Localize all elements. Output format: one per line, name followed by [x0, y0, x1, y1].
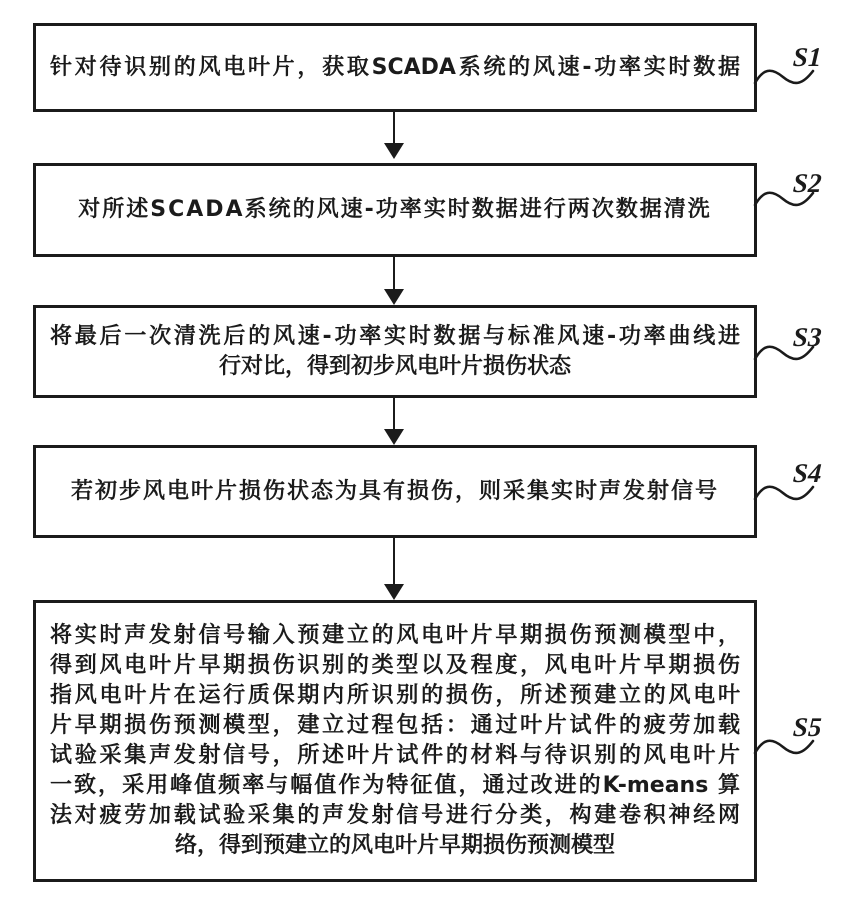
- step-text-line: 片早期损伤预测模型，建立过程包括：通过叶片试件的疲劳加载: [50, 713, 740, 738]
- step-text-line: 一致，采用峰值频率与幅值作为特征值，通过改进的K-means 算: [50, 773, 740, 798]
- arrow-head: [384, 289, 404, 305]
- step-label-s2: S2: [792, 168, 823, 198]
- step-label-s4: S4: [792, 458, 823, 488]
- step-text-line: 指风电叶片在运行质保期内所识别的损伤，所述预建立的风电叶: [50, 683, 740, 708]
- arrow-head: [384, 429, 404, 445]
- arrow-stem: [393, 538, 396, 584]
- flow-step-box-s3: [33, 305, 757, 398]
- step-text-line: 得到风电叶片早期损伤识别的类型以及程度，风电叶片早期损伤: [50, 653, 740, 678]
- arrow-head: [384, 143, 404, 159]
- step-text-line: 行对比，得到初步风电叶片损伤状态: [218, 353, 571, 379]
- step-text-line: 络，得到预建立的风电叶片早期损伤预测模型: [174, 833, 615, 858]
- flow-step-box-s5: [33, 600, 757, 882]
- down-arrow-icon: [383, 398, 405, 445]
- down-arrow-icon: [383, 538, 405, 600]
- flow-step-box-s1: [33, 23, 757, 112]
- flow-step-box-s2: [33, 163, 757, 257]
- step-label-s5: S5: [792, 712, 823, 742]
- step-text-line: 法对疲劳加载试验采集的声发射信号进行分类，构建卷积神经网: [50, 803, 740, 828]
- arrow-stem: [393, 398, 396, 429]
- arrow-head: [384, 584, 404, 600]
- step-text-line: 针对待识别的风电叶片，获取SCADA系统的风速-功率实时数据: [50, 54, 740, 80]
- flow-step-box-s4: [33, 445, 757, 538]
- arrow-stem: [393, 112, 396, 143]
- arrow-stem: [393, 257, 396, 289]
- down-arrow-icon: [383, 257, 405, 305]
- step-label-s1: S1: [792, 42, 823, 72]
- step-text-line: 试验采集声发射信号，所述叶片试件的材料与待识别的风电叶片: [50, 743, 740, 768]
- step-text-line: 对所述SCADA系统的风速-功率实时数据进行两次数据清洗: [78, 197, 712, 222]
- step-label-s3: S3: [792, 322, 823, 352]
- step-text-line: 若初步风电叶片损伤状态为具有损伤，则采集实时声发射信号: [70, 478, 719, 504]
- down-arrow-icon: [383, 112, 405, 159]
- step-text-line: 将实时声发射信号输入预建立的风电叶片早期损伤预测模型中，: [50, 623, 740, 648]
- step-text-line: 将最后一次清洗后的风速-功率实时数据与标准风速-功率曲线进: [50, 323, 740, 349]
